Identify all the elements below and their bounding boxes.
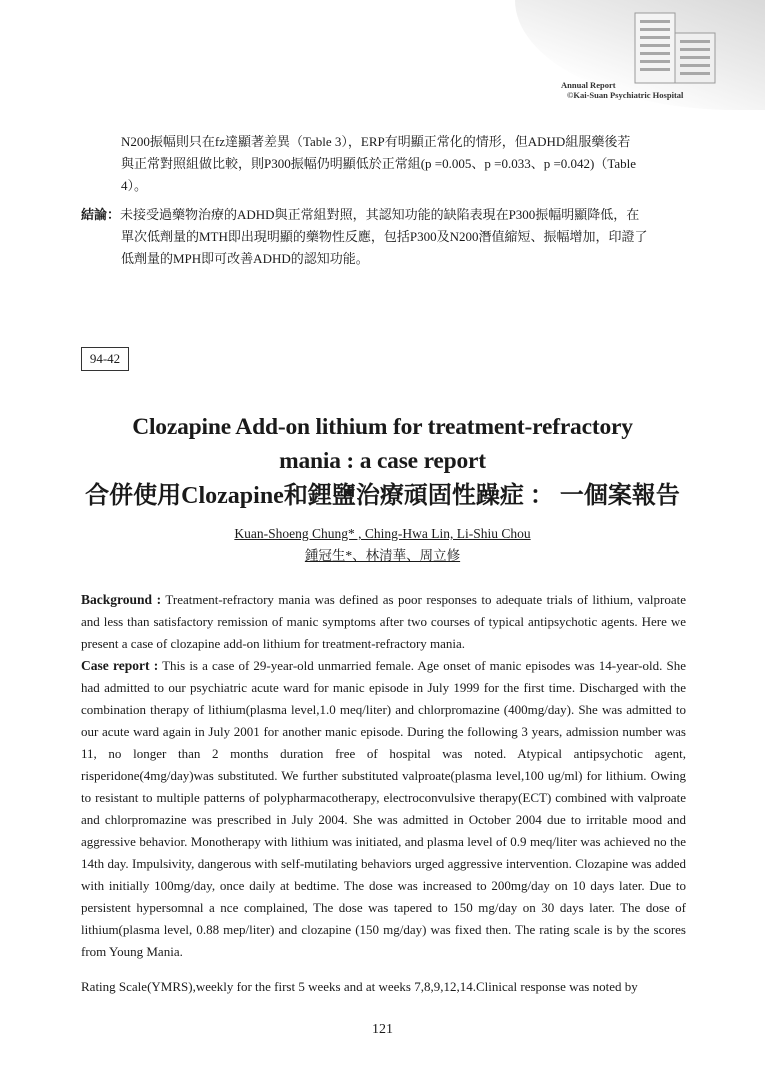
last-line: Rating Scale(YMRS),weekly for the first 5 weeks and at weeks 7,8,9,12,14.Clinical response was noted by [81, 979, 638, 994]
authors-en [60, 524, 705, 544]
case-report-paragraph [81, 655, 686, 963]
case-report-label: Case report : [81, 658, 159, 673]
conclusion-line-3: 低劑量的MPH即可改善ADHD的認知功能。 [121, 251, 369, 266]
conclusion-label: 結論： [81, 207, 121, 222]
article-code: 94-42 [81, 347, 129, 371]
conclusion-paragraph [81, 204, 686, 270]
prev-line-2: 與正常對照組做比較，則P300振幅仍明顯低於正常組(p =0.005、p =0.033、p =0.042)（Table [121, 156, 637, 171]
prev-line-1: N200振幅則只在fz達顯著差異（Table 3），ERP有明顯正常化的情形，但ADHD組服藥後若 [121, 134, 631, 149]
background-paragraph [81, 589, 686, 655]
title-en-line-2: mania : a case report [279, 448, 486, 474]
title-en-line-1: Clozapine Add-on lithium for treatment-refractory [132, 414, 633, 440]
hospital-building-icon [615, 8, 725, 88]
authors-zh [60, 546, 705, 566]
conclusion-line-1: 未接受過藥物治療的ADHD與正常組對照，其認知功能的缺陷表現在P300振幅明顯降低，在 [120, 207, 640, 222]
authors-en-text: Kuan-Shoeng Chung* , Ching-Hwa Lin, Li-Shiu Chou [234, 526, 531, 541]
annual-report-header [561, 80, 751, 100]
prev-line-3: 4）。 [121, 178, 148, 193]
prev-section-text [121, 131, 686, 197]
article-title-en [60, 410, 705, 478]
page-number: 121 [372, 1022, 393, 1037]
conclusion-line-2: 單次低劑量的MTH即出現明顯的藥物性反應，包括P300及N200潛值縮短、振幅增加，印證了 [121, 229, 648, 244]
authors-zh-text: 鍾冠生*、林清華、周立修 [304, 548, 461, 563]
background-text: Treatment-refractory mania was defined as poor responses to adequate trials of lithium, valproate and less than satisfactory remission of manic symptoms after two courses of typical antipsychotic agents. Here we present a case of clozapine add-on lithium for treatment-refractory mania. [81, 592, 687, 651]
case-report-text: This is a case of 29-year-old unmarried female. Age onset of manic episodes was 14-year-old. She had admitted to our psychiatric acute ward for manic episode in July 1999 for the first time. Discharged with the combination therapy of lithium(plasma level,1.0 meq/liter) and chlorpromazine (400mg/day). She was admitted to our acute ward again in July 2001 for another manic episode. During the following 3 years, admission number was 11, no longer than 2 months duration free of hospital was noted. Atypical antipsychotic agent, risperidone(4mg/day)was substituted. We further substituted valproate(plasma level,100 ug/ml) for lithium. Owing to resistant to multiple patterns of polypharmacotherapy, electroconvulsive therapy(ECT) combined with valproate and chlorpromazine was prescribed in July 2004. She was admitted in October 2004 due to irritable mood and aggressive behavior. Monotherapy with lithium was initiated, and plasma level of 0.9 meq/liter was achieved no the 14th day. Impulsivity, dangerous with self-mutilating behaviors urged aggressive intervention. Clozapine was added with initially 100mg/day, once daily at bedtime. The dose was increased to 200mg/day on 10 days later. Due to persistent hypersomnal a nce complained, The dose was tapered to 150 mg/day on 30 days later. The dose of lithium(plasma level, 0.88 mep/liter) and clozapine (150 mg/day) was fixed then. The rating scale is by the scores from Young Mania. [81, 658, 687, 959]
article-title-zh: 合併使用Clozapine和鋰鹽治療頑固性躁症 ： 一個案報告 [85, 483, 680, 509]
hospital-name: ©Kai-Suan Psychiatric Hospital [567, 90, 684, 100]
annual-report-label: Annual Report [561, 80, 616, 90]
background-label: Background : [81, 592, 162, 607]
